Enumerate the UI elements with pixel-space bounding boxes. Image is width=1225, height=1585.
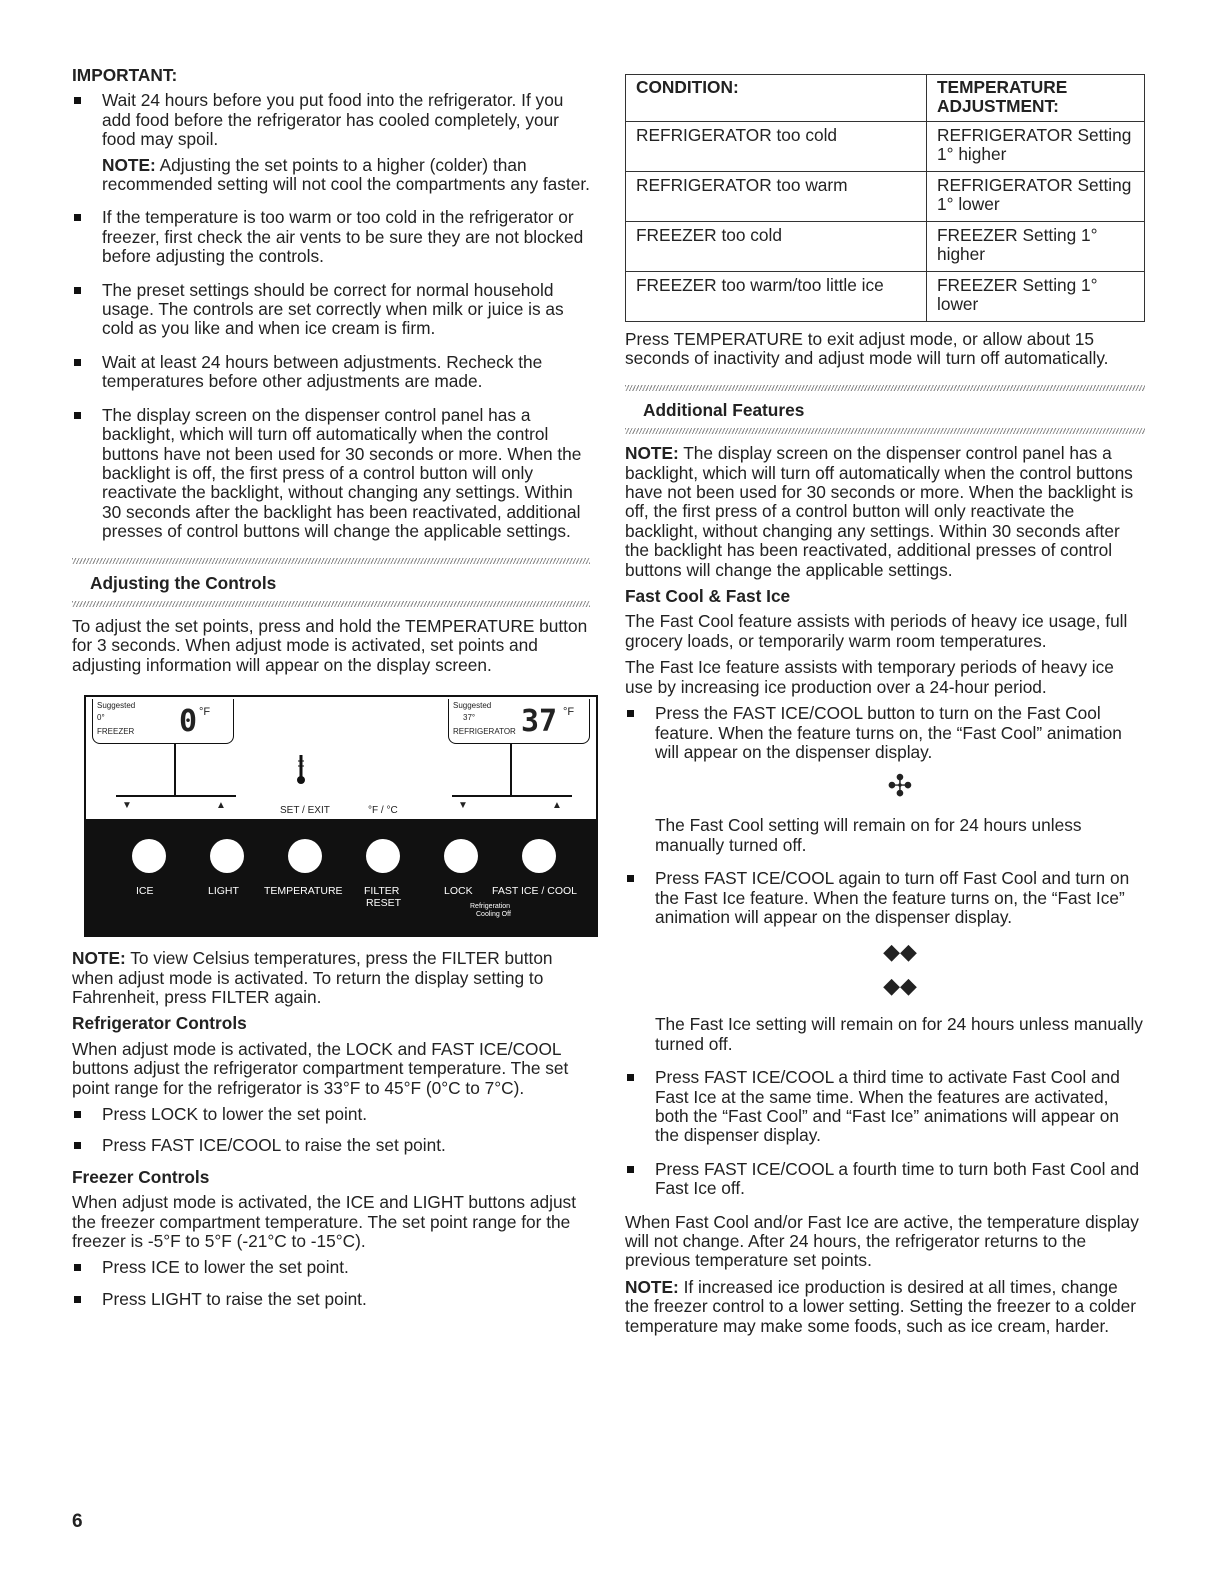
bullet-note: The Fast Cool setting will remain on for 24 hours unless manually turned off. xyxy=(655,815,1082,855)
button-label: LOCK xyxy=(444,885,473,898)
freezer-label: FREEZER xyxy=(97,727,135,737)
fast-ice-cool-button[interactable] xyxy=(522,839,556,873)
list-item: Press FAST ICE/COOL a fourth time to turn both Fast Cool and Fast Ice off. xyxy=(625,1160,1145,1199)
adjustment-table xyxy=(625,74,1145,322)
ice-cubes-icon: ◆◆ ◆◆ xyxy=(883,939,917,999)
note-adjusting xyxy=(102,156,590,195)
up-arrow-icon: ▲ xyxy=(552,800,562,812)
right-column xyxy=(625,74,1145,1343)
note-backlight xyxy=(625,444,1145,580)
table-header-row xyxy=(626,75,1145,122)
section-title: Adjusting the Controls xyxy=(90,572,277,593)
fridge-display xyxy=(448,699,590,744)
note-text: The display screen on the dispenser control panel has a backlight, which will turn off automatically when the control buttons have not been used for 30 seconds or more. When the backlight is off, the first press of a control button will only reactivate the backlight, without changing any settings. Within 30 seconds after the backlight has been reactivated, additional presses of control buttons will change the applicable settings. xyxy=(625,443,1134,580)
fast-heading: Fast Cool & Fast Ice xyxy=(625,586,791,607)
down-arrow-icon: ▼ xyxy=(458,800,468,812)
fast-list xyxy=(625,704,1145,1199)
freezer-display xyxy=(92,699,234,744)
bullet-text: Press the FAST ICE/COOL button to turn on the Fast Cool feature. When the feature turns on, the “Fast Cool” animation will appear on the dispenser display. xyxy=(655,703,1122,762)
fridge-temp: 37 xyxy=(521,704,558,740)
fridge-arrow-bar xyxy=(452,795,572,797)
fridge-controls-list xyxy=(72,1105,590,1156)
light-button[interactable] xyxy=(210,839,244,873)
temperature-button[interactable] xyxy=(288,839,322,873)
table-cell: FREEZER too cold xyxy=(626,222,927,272)
button-label: LIGHT xyxy=(208,885,239,898)
freezer-controls-text: When adjust mode is activated, the ICE and LIGHT buttons adjust the freezer compartment temperature. The set point range for the freezer is -5°F to 5°F (-21°C to -15°C). xyxy=(72,1192,576,1252)
up-arrow-icon: ▲ xyxy=(216,800,226,812)
set-exit-label: SET / EXIT xyxy=(280,805,330,817)
table-row xyxy=(626,272,1145,322)
freezer-controls-list xyxy=(72,1258,590,1309)
table-row xyxy=(626,222,1145,272)
thermometer-icon xyxy=(297,755,305,785)
table-header: CONDITION: xyxy=(626,75,927,122)
note-text: Adjusting the set points to a higher (colder) than recommended setting will not cool the compartments any faster. xyxy=(102,154,590,195)
important-heading: IMPORTANT: xyxy=(72,65,178,85)
table-cell: FREEZER too warm/too little ice xyxy=(626,272,927,322)
list-item xyxy=(72,208,590,266)
list-item xyxy=(625,869,1145,1054)
table-cell: REFRIGERATOR too cold xyxy=(626,122,927,172)
freezer-temp: 0 xyxy=(179,704,198,740)
list-item: Press LIGHT to raise the set point. xyxy=(72,1290,590,1309)
table-header: TEMPERATURE ADJUSTMENT: xyxy=(927,75,1145,122)
fridge-unit: °F xyxy=(563,706,575,719)
suggested-label: Suggested xyxy=(453,701,492,711)
table-cell: FREEZER Setting 1° higher xyxy=(927,222,1145,272)
freezer-controls-heading: Freezer Controls xyxy=(72,1166,210,1187)
table-row xyxy=(626,172,1145,222)
button-label: TEMPERATURE xyxy=(264,885,343,898)
page-number: 6 xyxy=(72,1511,83,1532)
table-cell: REFRIGERATOR Setting 1° higher xyxy=(927,122,1145,172)
fridge-controls-text: When adjust mode is activated, the LOCK and FAST ICE/COOL buttons adjust the refrigerator compartment temperature. The set point range for the refrigerator is 33°F to 45°F (0°C to 7°C). xyxy=(72,1038,569,1098)
lock-button[interactable] xyxy=(444,839,478,873)
list-item xyxy=(72,406,590,542)
units-label: °F / °C xyxy=(368,805,398,817)
note-text: To view Celsius temperatures, press the FILTER button when adjust mode is activated. To return the display setting to Fahrenheit, press FILTER again. xyxy=(72,948,553,1007)
table-cell: REFRIGERATOR too warm xyxy=(626,172,927,222)
section-title: Additional Features xyxy=(643,399,805,420)
button-sublabel: Refrigeration xyxy=(470,903,511,911)
list-item: Press LOCK to lower the set point. xyxy=(72,1105,590,1124)
freezer-arrow-bar xyxy=(116,795,236,797)
bullet-text: Wait at least 24 hours between adjustments. Recheck the temperatures before other adjustments are made. xyxy=(102,351,543,392)
note-label: NOTE: xyxy=(625,1276,679,1297)
bullet-text: Press FAST ICE/COOL again to turn off Fast Cool and turn on the Fast Ice feature. When the feature turns on, the “Fast Ice” animation will appear on the dispenser display. xyxy=(655,868,1130,927)
note-label: NOTE: xyxy=(72,948,126,969)
bullet-text: If the temperature is too warm or too cold in the refrigerator or freezer, first check the air vents to be sure they are not blocked before adjusting the controls. xyxy=(102,207,584,267)
ice-button[interactable] xyxy=(132,839,166,873)
suggested-value: 37° xyxy=(463,713,476,723)
note-label: NOTE: xyxy=(625,443,679,464)
list-item xyxy=(72,91,590,194)
note-text: If increased ice production is desired at all times, change the freezer control to a lower setting. Setting the freezer to a colder temperature may make some foods, such as ice cream, harder. xyxy=(625,1276,1137,1336)
button-sublabel: Cooling Off xyxy=(476,911,511,919)
bullet-text: Wait 24 hours before you put food into the refrigerator. If you add food before the refrigerator has cooled completely, your food may spoil. xyxy=(102,90,564,150)
left-column xyxy=(72,66,590,1321)
hatch-divider xyxy=(72,601,590,607)
freezer-unit: °F xyxy=(199,706,211,719)
when-active-text: When Fast Cool and/or Fast Ice are active, the temperature display will not change. After 24 hours, the refrigerator returns to the previous temperature set points. xyxy=(625,1211,1139,1271)
table-cell: FREEZER Setting 1° lower xyxy=(927,272,1145,322)
list-item xyxy=(625,704,1145,855)
fan-icon: ✣ xyxy=(887,770,913,804)
fast-cool-text: The Fast Cool feature assists with periods of heavy ice usage, full grocery loads, or temporarily warm room temperatures. xyxy=(625,611,1128,651)
note-ice-production xyxy=(625,1278,1145,1336)
additional-section-header xyxy=(625,385,1145,434)
table-cell: REFRIGERATOR Setting 1° lower xyxy=(927,172,1145,222)
connector-line xyxy=(510,743,512,795)
adjusting-section-header xyxy=(72,558,590,607)
list-item xyxy=(72,353,590,392)
button-label: ICE xyxy=(136,885,154,898)
button-label: FAST ICE / COOL xyxy=(492,885,577,898)
fridge-controls-heading: Refrigerator Controls xyxy=(72,1013,247,1034)
down-arrow-icon: ▼ xyxy=(122,800,132,812)
bullet-note: The Fast Ice setting will remain on for 24 hours unless manually turned off. xyxy=(655,1014,1143,1054)
fast-ice-text: The Fast Ice feature assists with temporary periods of heavy ice use by increasing ice production over a 24-hour period. xyxy=(625,657,1114,697)
list-item: Press ICE to lower the set point. xyxy=(72,1258,590,1277)
important-list xyxy=(72,91,590,541)
control-panel-illustration xyxy=(84,695,598,937)
adjusting-text: To adjust the set points, press and hold the TEMPERATURE button for 3 seconds. When adjust mode is activated, set points and adjusting information will appear on the display screen. xyxy=(72,615,588,675)
button-label: FILTER xyxy=(364,885,400,898)
bullet-text: The preset settings should be correct for normal household usage. The controls are set correctly when milk or juice is as cold as you like and when ice cream is firm. xyxy=(102,279,564,339)
button-sublabel: RESET xyxy=(366,897,402,910)
display-screen xyxy=(86,697,596,819)
refrigerator-label: REFRIGERATOR xyxy=(453,727,516,737)
suggested-value: 0° xyxy=(97,713,105,723)
suggested-label: Suggested xyxy=(97,701,136,711)
list-item: Press FAST ICE/COOL a third time to activate Fast Cool and Fast Ice at the same time. When the features are activated, both the “Fast Cool” and “Fast Ice” animations will appear on the dispenser display. xyxy=(625,1068,1145,1146)
hatch-divider xyxy=(625,428,1145,434)
filter-button[interactable] xyxy=(366,839,400,873)
exit-text: Press TEMPERATURE to exit adjust mode, or allow about 15 seconds of inactivity and adjust mode will turn off automatically. xyxy=(625,329,1109,369)
note-label: NOTE: xyxy=(102,154,156,175)
list-item xyxy=(72,281,590,339)
button-bar xyxy=(86,819,596,935)
bullet-text: The display screen on the dispenser control panel has a backlight, which will turn off automatically when the control buttons have not been used for 30 seconds or more. When the backlight is off, the first press of a control button will only reactivate the backlight, without changing any settings. Within 30 seconds after the backlight has been reactivated, additional presses of control buttons will change the applicable settings. xyxy=(102,404,582,542)
list-item: Press FAST ICE/COOL to raise the set point. xyxy=(72,1136,590,1155)
note-celsius xyxy=(72,949,590,1007)
table-row xyxy=(626,122,1145,172)
connector-line xyxy=(174,743,176,795)
